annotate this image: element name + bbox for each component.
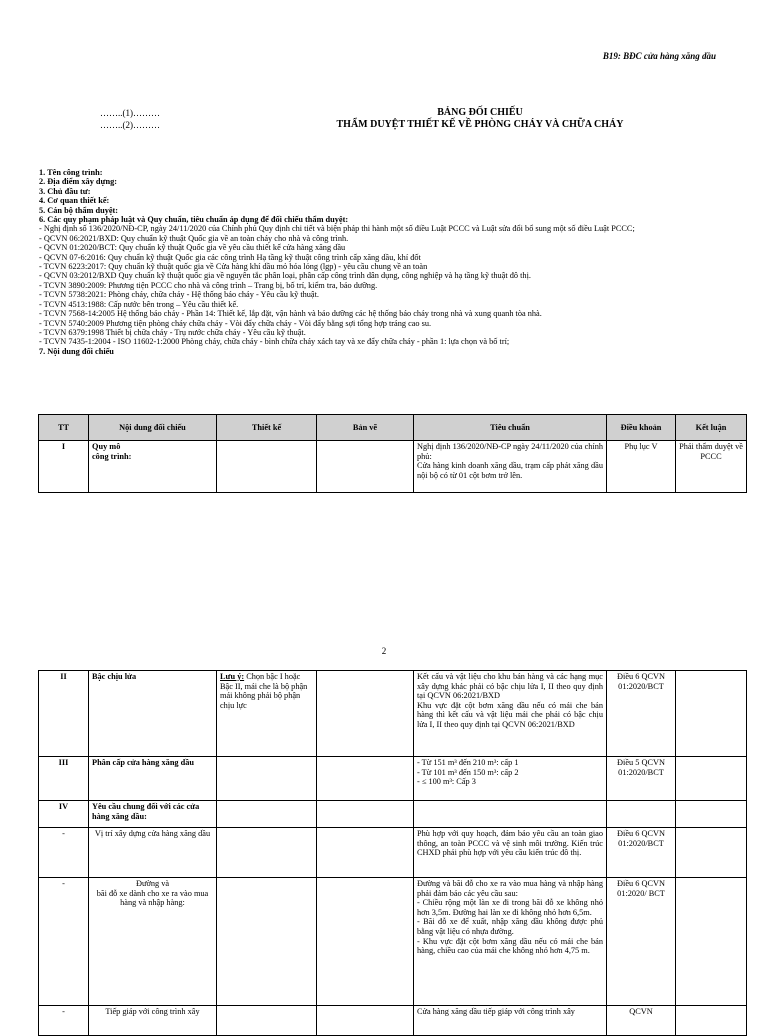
regulation-item: - TCVN 6379:1998 Thiết bị chữa cháy - Trụ nước chữa cháy - Yêu cầu kỹ thuật. xyxy=(39,327,306,337)
row-design xyxy=(217,1006,317,1036)
comparison-heading: 7. Nội dung đối chiếu xyxy=(39,346,114,356)
header-standard: Tiêu chuẩn xyxy=(414,415,607,441)
row-design xyxy=(217,878,317,1006)
document-subtitle: THẨM DUYỆT THIẾT KẾ VỀ PHÒNG CHÁY VÀ CHỮA CHÁY xyxy=(336,119,624,130)
row-conclusion xyxy=(676,1006,747,1036)
row-clause: Điều 6 QCVN 01:2020/ BCT xyxy=(607,878,676,1006)
regulation-item: - TCVN 5740:2009 Phương tiện phòng cháy chữa cháy - Vòi đẩy chữa cháy - Vòi đẩy bằng sợi tổng hợp tráng cao su. xyxy=(39,318,432,328)
standard-text: - ≤ 100 m³: Cấp 3 xyxy=(417,777,476,787)
row-clause: Phụ lục V xyxy=(607,441,676,493)
note-text: Chọn bậc I hoặc Bậc II, mái che là bộ phận mái không phải bộ phận chịu lực xyxy=(220,672,308,710)
table-row xyxy=(39,757,747,801)
row-drawing xyxy=(317,878,414,1006)
row-tt: - xyxy=(39,828,89,878)
row-content: Tiếp giáp với công trình xây xyxy=(89,1006,217,1036)
header-content: Nội dung đối chiếu xyxy=(89,415,217,441)
investor-label: 3. Chủ đầu tư: xyxy=(39,186,91,196)
row-content-line: công trình: xyxy=(92,451,132,461)
project-name-label: 1. Tên công trình: xyxy=(39,168,103,177)
row-drawing xyxy=(317,801,414,828)
row-standard: Cửa hàng xăng dầu tiếp giáp với công trình xây xyxy=(414,1006,607,1036)
row-drawing xyxy=(317,828,414,878)
row-content xyxy=(89,878,217,1006)
regulation-item: - QCVN 07-6:2016: Quy chuẩn kỹ thuật Quốc gia các công trình Hạ tầng kỹ thuật công trình cấp xăng dầu, khí đốt xyxy=(39,252,421,262)
design-agency-label: 4. Cơ quan thiết kế: xyxy=(39,196,110,206)
agency-line-1: ……..(1)……… xyxy=(100,108,160,118)
row-conclusion: Phải thẩm duyệt về PCCC xyxy=(676,441,747,493)
standard-text: - Khu vực đặt cột bơm xăng dầu nếu có mái che bán hàng, chiều cao của mái che không nhỏ hơn 4,75 m. xyxy=(417,936,603,956)
comparison-table-page1 xyxy=(38,414,747,493)
row-content: Yêu cầu chung đối với các cửa hàng xăng dầu: xyxy=(89,801,217,828)
row-design xyxy=(217,671,317,757)
row-standard xyxy=(414,801,607,828)
header-drawing: Bản vẽ xyxy=(317,415,414,441)
regulation-item: - TCVN 4513:1988: Cấp nước bên trong – Yêu cầu thiết kế. xyxy=(39,299,239,309)
page-number: 2 xyxy=(381,646,387,656)
row-content-line: Quy mô xyxy=(92,442,121,451)
row-tt: II xyxy=(39,671,89,757)
row-clause xyxy=(607,801,676,828)
regulations-heading: 6. Các quy phạm pháp luật và Quy chuẩn, tiêu chuẩn áp dụng để đối chiếu thẩm duyệt: xyxy=(39,215,349,225)
row-conclusion xyxy=(676,801,747,828)
table-row xyxy=(39,441,747,493)
standard-text: - Bãi đỗ xe để xuất, nhập xăng dầu không được phủ bằng vật liệu có nhựa đường. xyxy=(417,917,603,936)
row-tt: - xyxy=(39,878,89,1006)
regulation-item: - TCVN 7568-14:2005 Hệ thống báo cháy - Phần 14: Thiết kế, lắp đặt, vận hành và bảo dưỡng các hệ thống báo cháy trong nhà và xung quanh tòa nhà. xyxy=(39,309,542,319)
standard-text: Khu vực đặt cột bơm xăng dầu nếu có mái che bán hàng thì kết cấu và vật liệu mái che phải có bậc chịu lửa I, II theo quy định tại QCVN 06:2021/BXD xyxy=(417,700,603,729)
comparison-table-page2 xyxy=(38,670,747,1036)
standard-text: - Chiều rộng một làn xe đi trong bãi đỗ xe không nhỏ hơn 3,5m. Đường hai làn xe đi không nhỏ hơn 6,5m. xyxy=(417,898,603,917)
row-design xyxy=(217,801,317,828)
table-row xyxy=(39,878,747,1006)
regulation-item: - TCVN 7435-1:2004 - ISO 11602-1:2000 Phòng cháy, chữa cháy - bình chữa cháy xách tay và xe đẩy chữa cháy - phần 1: lựa chọn và bố trí; xyxy=(39,337,510,347)
regulation-item: - Nghị định số 136/2020/NĐ-CP, ngày 24/11/2020 của Chính phủ Quy định chi tiết và biện pháp thi hành một số điều Luật PCCC và Luật sửa đổi bổ sung một số điều Luật PCCC; xyxy=(39,224,635,234)
row-standard xyxy=(414,671,607,757)
agency-line-2: ……..(2)……… xyxy=(100,120,160,130)
reviewer-label: 5. Cán bộ thẩm duyệt: xyxy=(39,205,119,215)
row-conclusion xyxy=(676,878,747,1006)
project-info xyxy=(39,168,745,356)
row-design xyxy=(217,828,317,878)
row-drawing xyxy=(317,757,414,801)
row-standard xyxy=(414,878,607,1006)
row-content-line: bãi đỗ xe dành cho xe ra vào mua hàng và nhập hàng: xyxy=(96,888,209,908)
standard-text: Kết cấu và vật liệu cho khu bán hàng và các hạng mục xây dựng khác phải có bậc chịu lửa I, II theo quy định tại QCVN 06:2021/BXD xyxy=(417,672,603,701)
row-tt: IV xyxy=(39,801,89,828)
row-content xyxy=(89,441,217,493)
header-conclusion: Kết luận xyxy=(676,415,747,441)
row-tt: III xyxy=(39,757,89,801)
row-conclusion xyxy=(676,828,747,878)
standard-text: - Từ 101 m³ đến 150 m³: cấp 2 xyxy=(417,767,519,777)
table-row xyxy=(39,828,747,878)
row-tt: - xyxy=(39,1006,89,1036)
note-label: Lưu ý: xyxy=(220,672,245,681)
table-row xyxy=(39,671,747,757)
row-clause: Điều 6 QCVN 01:2020/BCT xyxy=(607,828,676,878)
row-design xyxy=(217,757,317,801)
row-content: Bậc chịu lửa xyxy=(89,671,217,757)
regulation-item: - TCVN 3890:2009: Phương tiện PCCC cho nhà và công trình – Trang bị, bố trí, kiểm tra, bảo dưỡng. xyxy=(39,280,378,290)
table-row xyxy=(39,1006,747,1036)
regulation-item: - TCVN 5738:2021: Phòng cháy, chữa cháy - Hệ thống báo cháy - Yêu cầu kỹ thuật. xyxy=(39,290,319,300)
row-drawing xyxy=(317,1006,414,1036)
location-label: 2. Địa điểm xây dựng: xyxy=(39,177,118,187)
standard-text: Đường và bãi đỗ cho xe ra vào mua hàng và nhập hàng phải đảm bảo các yêu cầu sau: xyxy=(417,879,603,898)
table-row xyxy=(39,801,747,828)
row-clause: QCVN xyxy=(607,1006,676,1036)
row-design xyxy=(217,441,317,493)
document-code: B19: BĐC cửa hàng xăng dầu xyxy=(602,51,716,61)
row-clause: Điều 5 QCVN 01:2020/BCT xyxy=(607,757,676,801)
row-content: Vị trí xây dựng cửa hàng xăng dầu xyxy=(89,828,217,878)
row-conclusion xyxy=(676,757,747,801)
row-drawing xyxy=(317,441,414,493)
row-content: Phân cấp cửa hàng xăng dầu xyxy=(89,757,217,801)
regulation-item: - QCVN 06:2021/BXD: Quy chuẩn kỹ thuật Quốc gia về an toàn cháy cho nhà và công trình. xyxy=(39,233,349,243)
document-title: BẢNG ĐỐI CHIẾU xyxy=(437,107,523,118)
regulation-item: - TCVN 6223:2017: Quy chuẩn kỹ thuật quốc gia về Cửa hàng khí dầu mỏ hóa lỏng (lgp) - yêu cầu chung về an toàn xyxy=(39,262,428,272)
header-tt: TT xyxy=(39,415,89,441)
row-standard xyxy=(414,441,607,493)
standard-text: Nghị định 136/2020/NĐ-CP ngày 24/11/2020 của chính phủ: xyxy=(417,442,603,461)
standard-text: - Từ 151 m³ đến 210 m³: cấp 1 xyxy=(417,758,519,767)
row-drawing xyxy=(317,671,414,757)
table-header-row xyxy=(39,415,747,441)
header-design: Thiết kế xyxy=(217,415,317,441)
row-standard: Phù hợp với quy hoạch, đảm bảo yêu cầu an toàn giao thông, an toàn PCCC và vệ sinh môi trường. Kiến trúc CHXD phải phù hợp với yêu cầu kiến trúc đô thị. xyxy=(414,828,607,878)
standard-text: Cửa hàng kinh doanh xăng dầu, trạm cấp phát xăng dầu nội bộ có từ 01 cột bơm trở lên. xyxy=(417,461,603,480)
row-standard xyxy=(414,757,607,801)
regulation-item: - QCVN 01:2020/BCT: Quy chuẩn kỹ thuật Quốc gia về yêu cầu thiết kế cửa hàng xăng dầu xyxy=(39,243,346,253)
row-clause: Điều 6 QCVN 01:2020/BCT xyxy=(607,671,676,757)
header-clause: Điều khoản xyxy=(607,415,676,441)
row-conclusion xyxy=(676,671,747,757)
row-content-line: Đường và xyxy=(135,879,170,888)
regulation-item: - QCVN 03:2012/BXD Quy chuẩn kỹ thuật quốc gia về nguyên tắc phân loại, phân cấp công trình dân dụng, công nghiệp và hạ tầng kỹ thuật đô thị. xyxy=(39,271,531,281)
row-tt: I xyxy=(39,441,89,493)
